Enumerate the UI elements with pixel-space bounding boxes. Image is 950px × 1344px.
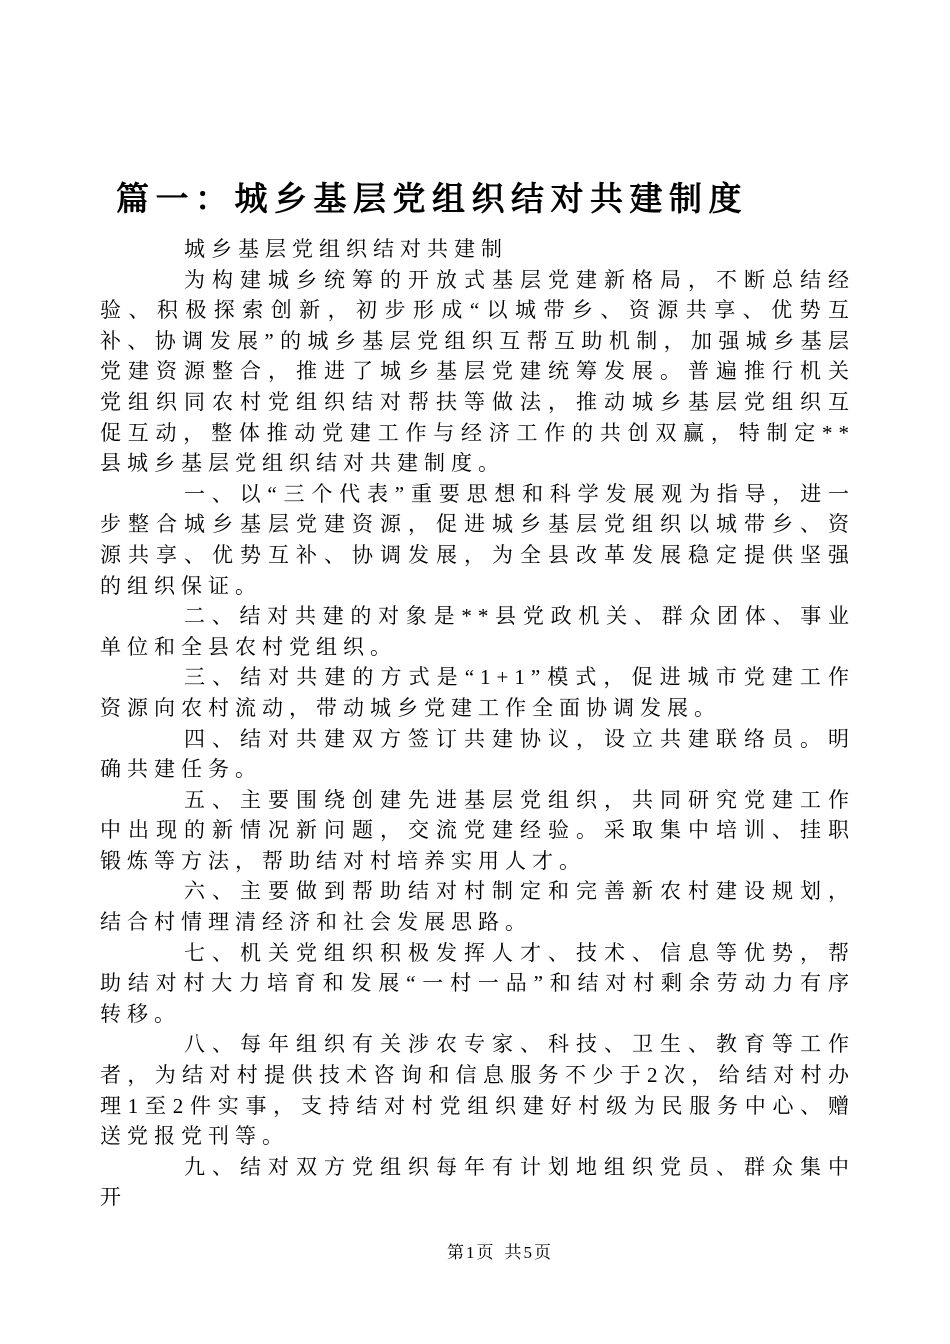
paragraph-item-8: 八、每年组织有关涉农专家、科技、卫生、教育等工作者，为结对村提供技术咨询和信息服务不少于2次，给结对村办理1至2件实事，支持结对村党组织建好村级为民服务中心、赠送党报党刊等。 (100, 1032, 855, 1149)
paragraph-item-7: 七、机关党组织积极发挥人才、技术、信息等优势，帮助结对村大力培育和发展“一村一品”和结对村剩余劳动力有序转移。 (100, 940, 855, 1026)
paragraph-item-4: 四、结对共建双方签订共建协议，设立共建联络员。明确共建任务。 (100, 726, 855, 782)
document-body (100, 234, 855, 1213)
current-page-label: 第1页 (447, 1243, 496, 1262)
paragraph-item-5: 五、主要围绕创建先进基层党组织，共同研究党建工作中出现的新情况新问题，交流党建经验。采取集中培训、挂职锻炼等方法，帮助结对村培养实用人才。 (100, 787, 855, 873)
paragraph-intro: 为构建城乡统筹的开放式基层党建新格局，不断总结经验、积极探索创新，初步形成“以城带乡、资源共享、优势互补、协调发展”的城乡基层党组织互帮互助机制，加强城乡基层党建资源整合，推进了城乡基层党建统筹发展。普遍推行机关党组织同农村党组织结对帮扶等做法，推动城乡基层党组织互促互动，整体推动党建工作与经济工作的共创双赢，特制定**县城乡基层党组织结对共建制度。 (100, 267, 855, 476)
total-pages-label: 共5页 (504, 1243, 553, 1262)
paragraph-item-6: 六、主要做到帮助结对村制定和完善新农村建设规划，结合村情理清经济和社会发展思路。 (100, 879, 855, 935)
paragraph-item-1: 一、以“三个代表”重要思想和科学发展观为指导，进一步整合城乡基层党建资源，促进城乡基层党组织以城带乡、资源共享、优势互补、协调发展，为全县改革发展稳定提供坚强的组织保证。 (100, 481, 855, 598)
paragraph-item-2: 二、结对共建的对象是**县党政机关、群众团体、事业单位和全县农村党组织。 (100, 604, 855, 659)
paragraph-item-9: 九、结对双方党组织每年有计划地组织党员、群众集中开 (100, 1154, 855, 1210)
page-footer (0, 1238, 950, 1263)
document-title: 篇一：城乡基层党组织结对共建制度 (116, 182, 748, 218)
page-number (447, 1238, 553, 1263)
paragraph-item-3: 三、结对共建的方式是“1+1”模式，促进城市党建工作资源向农村流动，带动城乡党建工作全面协调发展。 (100, 665, 855, 720)
paragraph-subtitle: 城乡基层党组织结对共建制 (184, 237, 508, 261)
